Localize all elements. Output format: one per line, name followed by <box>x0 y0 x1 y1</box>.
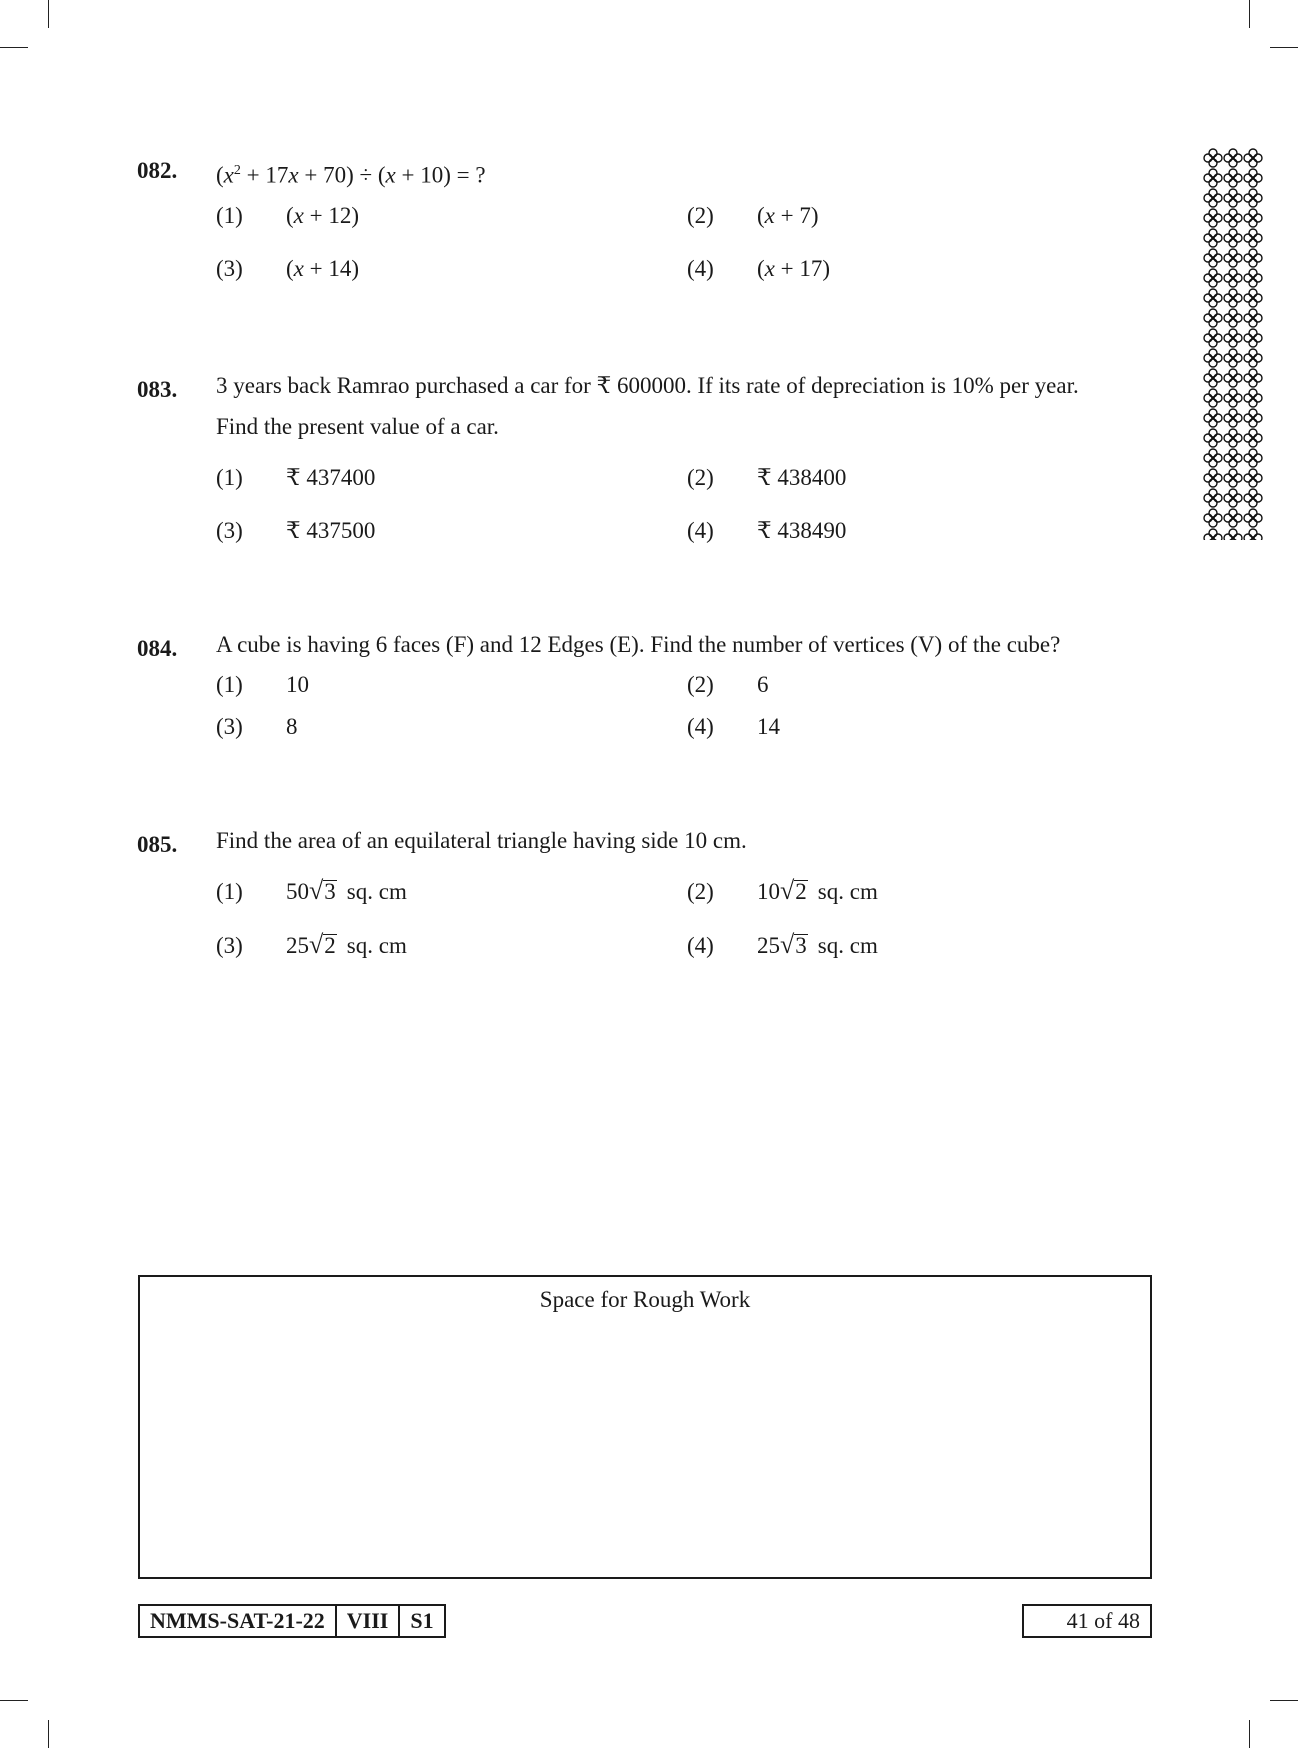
decorative-border-pattern <box>1203 148 1263 540</box>
option-value: (x + 17) <box>757 256 831 281</box>
unit: sq. cm <box>346 933 407 958</box>
crop-mark <box>1249 0 1250 28</box>
crop-mark <box>1270 1700 1298 1701</box>
radicand: 3 <box>795 933 807 958</box>
option-number: (3) <box>216 714 243 739</box>
option-number: (4) <box>687 714 714 739</box>
crop-mark <box>0 47 28 48</box>
coefficient: 25 <box>286 933 309 958</box>
option-value <box>286 930 407 960</box>
option[interactable] <box>216 876 407 906</box>
option-value: ₹ 437500 <box>286 518 376 543</box>
option-value: 10 <box>286 672 309 697</box>
question-number: 084. <box>137 636 178 661</box>
option-number: (4) <box>687 933 714 958</box>
question-text: Find the area of an equilateral triangle having side 10 cm. <box>216 828 747 853</box>
sqrt-symbol: √ <box>309 876 324 905</box>
option[interactable] <box>216 256 359 282</box>
coefficient: 50 <box>286 879 309 904</box>
option-number: (2) <box>687 465 714 490</box>
unit: sq. cm <box>817 933 878 958</box>
radicand: 2 <box>324 933 336 958</box>
option-number: (2) <box>687 879 714 904</box>
option-number: (3) <box>216 933 243 958</box>
unit: sq. cm <box>346 879 407 904</box>
option-number: (2) <box>687 203 714 228</box>
crop-mark <box>1249 1720 1250 1748</box>
option-number: (1) <box>216 672 243 697</box>
radicand: 2 <box>795 879 807 904</box>
option[interactable] <box>216 672 309 698</box>
question-text: A cube is having 6 faces (F) and 12 Edges (E). Find the number of vertices (V) of the cube? <box>216 632 1061 657</box>
option-value: ₹ 438490 <box>757 518 847 543</box>
option-number: (3) <box>216 518 243 543</box>
option-value <box>757 930 878 960</box>
question-number: 083. <box>137 377 178 402</box>
option-value: 8 <box>286 714 298 739</box>
question-text: $(x^2 + 17x + 70) \div (x + 10)$ = ? <box>216 162 486 188</box>
radicand: 3 <box>324 879 336 904</box>
question-text <box>216 365 1156 447</box>
question-number: 085. <box>137 832 178 857</box>
option-value: (x + 12) <box>286 203 360 228</box>
question-text-line: Find the present value of a car. <box>216 414 499 439</box>
option-number: (4) <box>687 518 714 543</box>
option[interactable] <box>216 714 298 740</box>
option-value: ₹ 437400 <box>286 465 376 490</box>
option[interactable] <box>687 876 878 906</box>
option-value <box>757 876 878 906</box>
option-number: (1) <box>216 203 243 228</box>
crop-mark <box>0 1700 28 1701</box>
option[interactable] <box>687 465 846 491</box>
option-value: 14 <box>757 714 780 739</box>
option-value: (x + 7) <box>757 203 819 228</box>
option-number: (1) <box>216 879 243 904</box>
option[interactable] <box>687 256 830 282</box>
exam-set: S1 <box>398 1606 443 1636</box>
option-value: (x + 14) <box>286 256 360 281</box>
option[interactable] <box>687 203 819 229</box>
option[interactable] <box>216 930 407 960</box>
page-number: 41 of 48 <box>1022 1604 1152 1638</box>
option[interactable] <box>216 203 359 229</box>
option[interactable] <box>687 930 878 960</box>
sqrt-symbol: √ <box>309 930 324 959</box>
option[interactable] <box>687 714 780 740</box>
coefficient: 25 <box>757 933 780 958</box>
unit: sq. cm <box>817 879 878 904</box>
option[interactable] <box>216 465 375 491</box>
coefficient: 10 <box>757 879 780 904</box>
rough-work-box <box>138 1275 1152 1579</box>
rough-work-title: Space for Rough Work <box>539 1287 751 1312</box>
option-value <box>286 876 407 906</box>
option-value: 6 <box>757 672 769 697</box>
option[interactable] <box>687 518 846 544</box>
option[interactable] <box>216 518 375 544</box>
option-number: (2) <box>687 672 714 697</box>
question-number: 082. <box>137 158 178 183</box>
option-value: ₹ 438400 <box>757 465 847 490</box>
exam-class: VIII <box>335 1606 399 1636</box>
option-number: (4) <box>687 256 714 281</box>
crop-mark <box>48 1720 49 1748</box>
crop-mark <box>48 0 49 28</box>
exam-code: NMMS-SAT-21-22 <box>150 1608 325 1633</box>
option-number: (1) <box>216 465 243 490</box>
question-text-line: 3 years back Ramrao purchased a car for ₹ 600000. If its rate of depreciation is 10% per year. <box>216 373 1079 398</box>
sqrt-symbol: √ <box>780 930 795 959</box>
footer-exam-code <box>138 1604 446 1638</box>
option-number: (3) <box>216 256 243 281</box>
sqrt-symbol: √ <box>780 876 795 905</box>
option[interactable] <box>687 672 769 698</box>
crop-mark <box>1270 47 1298 48</box>
